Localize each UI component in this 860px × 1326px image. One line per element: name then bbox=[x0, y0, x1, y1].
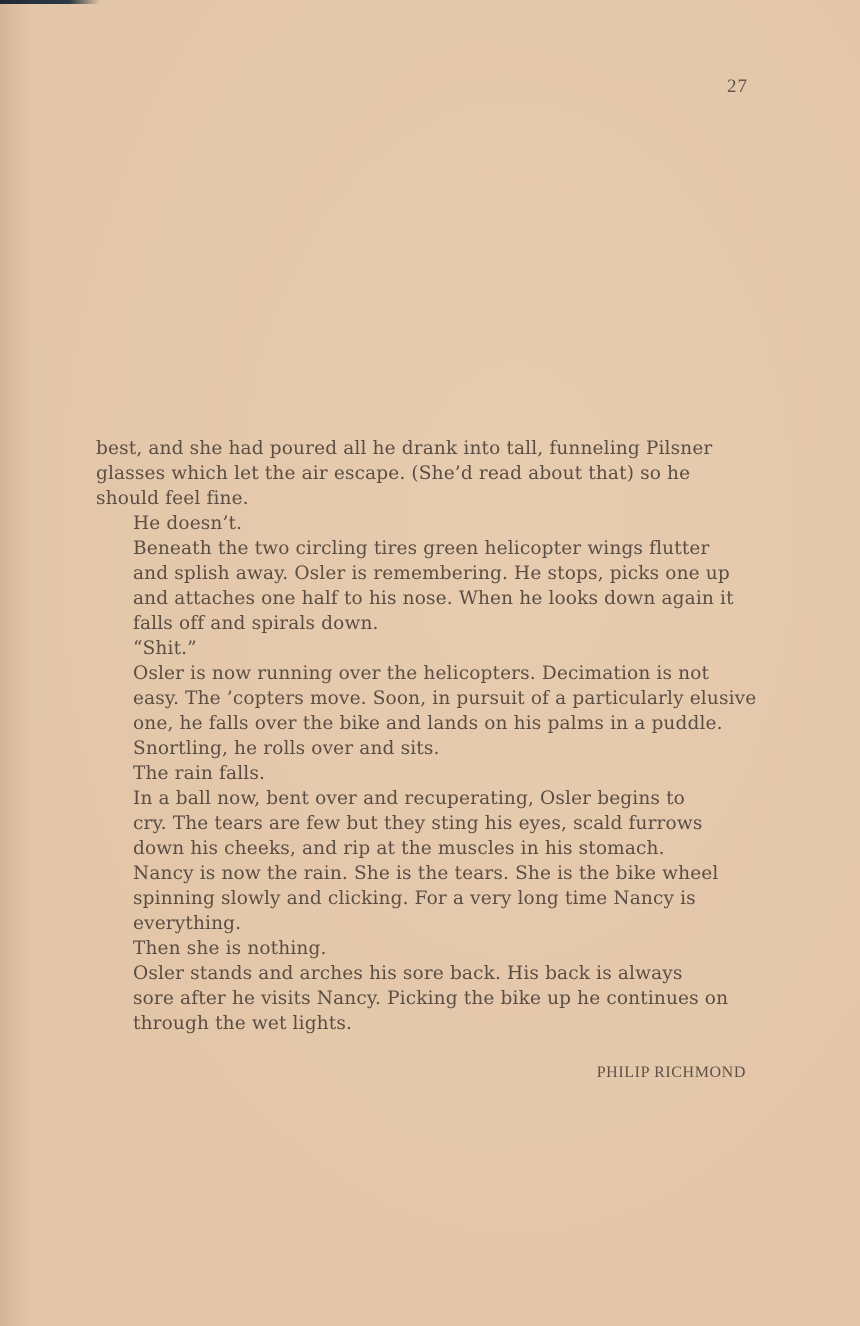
text-line: glasses which let the air escape. (She’d read about that) so he bbox=[96, 463, 691, 484]
text-line: Osler stands and arches his sore back. His back is always bbox=[133, 963, 683, 984]
text-line: Nancy is now the rain. She is the tears. She is the bike wheel bbox=[133, 863, 719, 884]
text-line: spinning slowly and clicking. For a very long time Nancy is bbox=[133, 888, 696, 909]
story-paragraph bbox=[96, 936, 756, 961]
text-line: Beneath the two circling tires green helicopter wings flutter bbox=[133, 538, 710, 559]
text-line: down his cheeks, and rip at the muscles in his stomach. bbox=[133, 838, 665, 859]
text-line: best, and she had poured all he drank into tall, funneling Pilsner bbox=[96, 438, 713, 459]
story-paragraph bbox=[96, 661, 756, 761]
text-line: Snortling, he rolls over and sits. bbox=[133, 738, 440, 759]
story-body bbox=[96, 436, 756, 1036]
text-line: falls off and spirals down. bbox=[133, 613, 379, 634]
text-line: one, he falls over the bike and lands on his palms in a puddle. bbox=[133, 713, 723, 734]
text-line: In a ball now, bent over and recuperating, Osler begins to bbox=[133, 788, 685, 809]
text-line: sore after he visits Nancy. Picking the bike up he continues on bbox=[133, 988, 729, 1009]
text-line: should feel fine. bbox=[96, 488, 249, 509]
text-line: easy. The ’copters move. Soon, in pursuit of a particularly elusive bbox=[133, 688, 757, 709]
text-line: and splish away. Osler is remembering. He stops, picks one up bbox=[133, 563, 730, 584]
top-edge-mark bbox=[0, 0, 100, 4]
story-paragraph bbox=[96, 536, 756, 636]
story-paragraph bbox=[96, 761, 756, 786]
text-line: and attaches one half to his nose. When he looks down again it bbox=[133, 588, 734, 609]
story-paragraph bbox=[96, 861, 756, 936]
text-line: The rain falls. bbox=[133, 763, 266, 784]
text-line: Then she is nothing. bbox=[133, 938, 327, 959]
story-paragraph bbox=[96, 436, 756, 511]
story-paragraph bbox=[96, 511, 756, 536]
text-line: everything. bbox=[133, 913, 242, 934]
text-line: Osler is now running over the helicopters. Decimation is not bbox=[133, 663, 710, 684]
text-line: through the wet lights. bbox=[133, 1013, 353, 1034]
page-number: 27 bbox=[727, 76, 748, 97]
story-paragraph bbox=[96, 636, 756, 661]
story-paragraph bbox=[96, 786, 756, 861]
story-paragraph bbox=[96, 961, 756, 1036]
text-line: “Shit.” bbox=[133, 638, 197, 659]
text-line: cry. The tears are few but they sting his eyes, scald furrows bbox=[133, 813, 703, 834]
author-byline: PHILIP RICHMOND bbox=[596, 1064, 746, 1081]
text-line: He doesn’t. bbox=[133, 513, 243, 534]
